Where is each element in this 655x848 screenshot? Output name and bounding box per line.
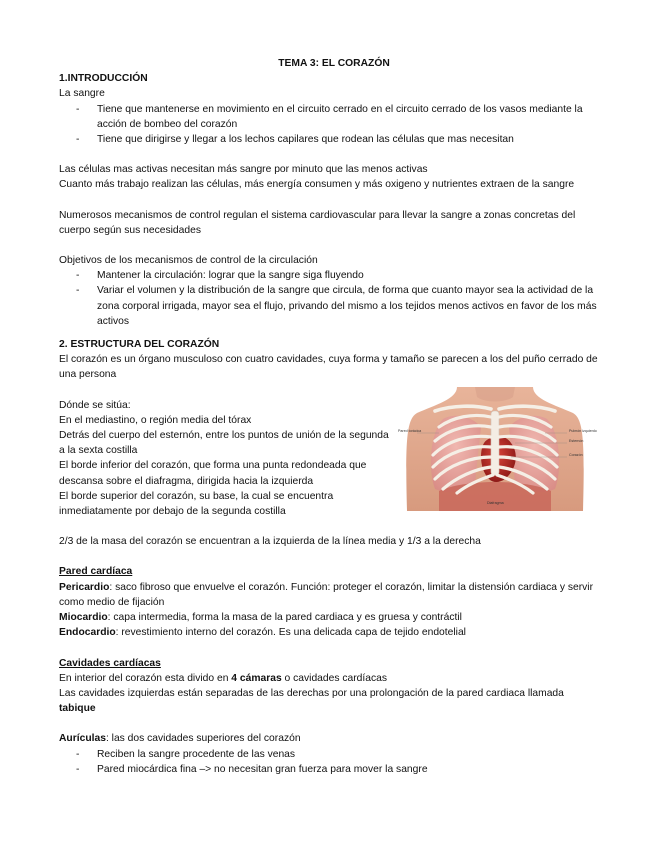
list-item: - Reciben la sangre procedente de las venas bbox=[59, 747, 599, 762]
section-heading-introduccion: 1.INTRODUCCIÓN bbox=[59, 73, 148, 85]
figure-label: Esternón bbox=[569, 439, 584, 443]
paragraph: Numerosos mecanismos de control regulan el sistema cardiovascular para llevar la sangre a zonas concretas del cuerpo según sus necesidades bbox=[59, 209, 576, 236]
paragraph: En el mediastino, o región media del tórax bbox=[59, 414, 252, 426]
paragraph: Las células mas activas necesitan más sangre por minuto que las menos activas bbox=[59, 164, 428, 176]
paragraph: Miocardio: capa intermedia, forma la masa de la pared cardiaca y es gruesa y contráctil bbox=[59, 612, 462, 624]
figure-label: Pared torácica bbox=[398, 429, 422, 433]
paragraph: La sangre bbox=[59, 88, 105, 100]
figure-label: Pulmón izquierdo bbox=[569, 429, 597, 433]
subheading-pared-cardiaca: Pared cardíaca bbox=[59, 566, 133, 578]
paragraph: Las cavidades izquierdas están separadas de las derechas por una prolongación de la pared cardiaca llamada tabique bbox=[59, 687, 564, 715]
list-item: - Mantener la circulación: lograr que la sangre siga fluyendo bbox=[59, 268, 599, 283]
location-list bbox=[59, 413, 389, 519]
subheading-cavidades: Cavidades cardíacas bbox=[59, 657, 161, 669]
paragraph: Cuanto más trabajo realizan las células, más energía consumen y más oxigeno y nutrientes extraen de la sangre bbox=[59, 179, 575, 191]
thorax-heart-image bbox=[395, 387, 595, 511]
paragraph: Aurículas: las dos cavidades superiores del corazón bbox=[59, 733, 301, 745]
thorax-illustration bbox=[395, 387, 595, 511]
figure-label: Diafragma bbox=[487, 501, 504, 505]
section-heading-estructura: 2. ESTRUCTURA DEL CORAZÓN bbox=[59, 339, 220, 351]
figure-label: Corazón bbox=[569, 453, 583, 457]
list-item: - Variar el volumen y la distribución de la sangre que circula, de forma que cuanto mayor sea la actividad de la zona corporal irrigada, mayor sea el flujo, privando del mismo a los tejidos menos activos en favor de los más activos bbox=[59, 283, 599, 329]
paragraph: 2/3 de la masa del corazón se encuentran a la izquierda de la línea media y 1/3 a la derecha bbox=[59, 536, 481, 548]
paragraph: Objetivos de los mecanismos de control de la circulación bbox=[59, 255, 318, 267]
bullet-list bbox=[59, 747, 599, 777]
bullet-list bbox=[59, 268, 599, 329]
bullet-list bbox=[59, 102, 599, 148]
paragraph: El borde inferior del corazón, que forma una punta redondeada que descansa sobre el diafragma, dirigida hacia la izquierda bbox=[59, 460, 367, 487]
paragraph: Pericardio: saco fibroso que envuelve el corazón. Función: proteger el corazón, limitar la distensión cardiaca y servir como medio de fijación bbox=[59, 581, 593, 608]
list-item: - Pared miocárdica fina –> no necesitan gran fuerza para mover la sangre bbox=[59, 762, 599, 777]
list-item: - Tiene que dirigirse y llegar a los lechos capilares que rodean las células que mas necesitan bbox=[59, 132, 599, 147]
list-item: - Tiene que mantenerse en movimiento en el circuito cerrado en el circuito cerrado de los vasos mediante la acción de bombeo del corazón bbox=[59, 102, 599, 132]
paragraph: Dónde se sitúa: bbox=[59, 399, 131, 411]
paragraph: El corazón es un órgano musculoso con cuatro cavidades, cuya forma y tamaño se parecen a los del puño cerrado de una persona bbox=[59, 354, 598, 381]
paragraph: Endocardio: revestimiento interno del corazón. Es una delicada capa de tejido endotelial bbox=[59, 627, 466, 639]
paragraph: Detrás del cuerpo del esternón, entre los puntos de unión de la segunda a la sexta costilla bbox=[59, 430, 389, 457]
paragraph: El borde superior del corazón, su base, la cual se encuentra inmediatamente por debajo de la segunda costilla bbox=[59, 490, 334, 518]
paragraph: En interior del corazón esta divido en 4 cámaras o cavidades cardíacas bbox=[59, 672, 388, 684]
document-title: TEMA 3: EL CORAZÓN bbox=[278, 58, 390, 69]
